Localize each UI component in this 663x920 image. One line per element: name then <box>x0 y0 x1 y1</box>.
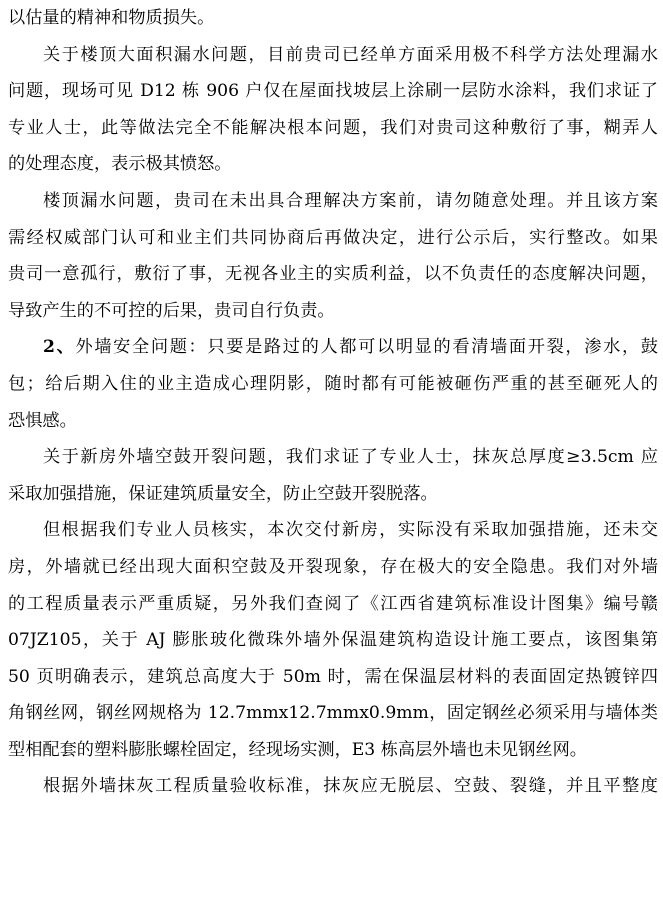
line-text: 贵司一意孤行，敷衍了事，无视各业主的实质利益，以不负责任的态度解决问题， <box>8 264 658 285</box>
text-line <box>8 476 658 513</box>
line-text: 恐惧感。 <box>8 410 77 431</box>
section-number: 2、 <box>43 337 76 358</box>
text-line <box>8 732 658 769</box>
line-text: 50 页明确表示，建筑总高度大于 50m 时，需在保温层材料的表面固定热镀锌四 <box>8 666 658 687</box>
line-text: 07JZ105，关于 AJ 膨胀玻化微珠外墙外保温建筑构造设计施工要点，该图集第 <box>8 630 658 651</box>
text-line <box>8 73 658 110</box>
line-text: 导致产生的不可控的后果，贵司自行负责。 <box>8 300 335 321</box>
line-text: 型相配套的塑料膨胀螺栓固定，经现场实测，E3 栋高层外墙也未见钢丝网。 <box>8 739 587 760</box>
text-line <box>8 586 658 623</box>
text-line <box>8 146 658 183</box>
line-text: 的处理态度，表示极其愤怒。 <box>8 154 232 175</box>
text-line <box>8 220 658 257</box>
text-line <box>8 439 658 476</box>
text-line <box>8 512 658 549</box>
text-line <box>8 256 658 293</box>
line-text: 房，外墙就已经出现大面积空鼓及开裂现象，存在极大的安全隐患。我们对外墙 <box>8 556 658 577</box>
line-text: 关于楼顶大面积漏水问题，目前贵司已经单方面采用极不科学方法处理漏水 <box>43 44 658 65</box>
text-line <box>8 768 658 805</box>
text-line <box>8 403 658 440</box>
text-line <box>8 329 658 366</box>
text-line <box>8 695 658 732</box>
line-text: 专业人士，此等做法完全不能解决根本问题，我们对贵司这种敷衍了事，糊弄人 <box>8 117 658 138</box>
line-text: 以估量的精神和物质损失。 <box>8 8 215 28</box>
text-line <box>8 293 658 330</box>
text-line <box>8 549 658 586</box>
line-text: 但根据我们专业人员核实，本次交付新房，实际没有采取加强措施，还未交 <box>43 520 658 541</box>
line-text: 问题，现场可见 D12 栋 906 户仅在屋面找坡层上涂刷一层防水涂料，我们求证了 <box>8 81 658 102</box>
line-text: 楼顶漏水问题，贵司在未出具合理解决方案前，请勿随意处理。并且该方案 <box>43 190 658 211</box>
text-line <box>8 366 658 403</box>
text-line <box>8 659 658 696</box>
line-text: 的工程质量表示严重质疑，另外我们查阅了《江西省建筑标准设计图集》编号赣 <box>8 593 658 614</box>
text-line <box>8 183 658 220</box>
line-text: 关于新房外墙空鼓开裂问题，我们求证了专业人士，抹灰总厚度≥3.5cm 应 <box>43 447 658 468</box>
line-text: 外墙安全问题：只要是路过的人都可以明显的看清墙面开裂，渗水，鼓 <box>75 337 658 358</box>
line-text: 角钢丝网，钢丝网规格为 12.7mmx12.7mmx0.9mm，固定钢丝必须采用与墙体类 <box>8 703 658 724</box>
line-text: 包；给后期入住的业主造成心理阴影，随时都有可能被砸伤严重的甚至砸死人的 <box>8 373 658 394</box>
line-text: 需经权威部门认可和业主们共同协商后再做决定，进行公示后，实行整改。如果 <box>8 227 658 248</box>
text-line <box>8 37 658 74</box>
text-line <box>8 622 658 659</box>
line-text: 采取加强措施，保证建筑质量安全，防止空鼓开裂脱落。 <box>8 483 438 504</box>
line-text: 根据外墙抹灰工程质量验收标准，抹灰应无脱层、空鼓、裂缝，并且平整度 <box>43 776 658 797</box>
document-page <box>8 0 658 805</box>
text-line <box>8 110 658 147</box>
text-line <box>8 0 658 37</box>
